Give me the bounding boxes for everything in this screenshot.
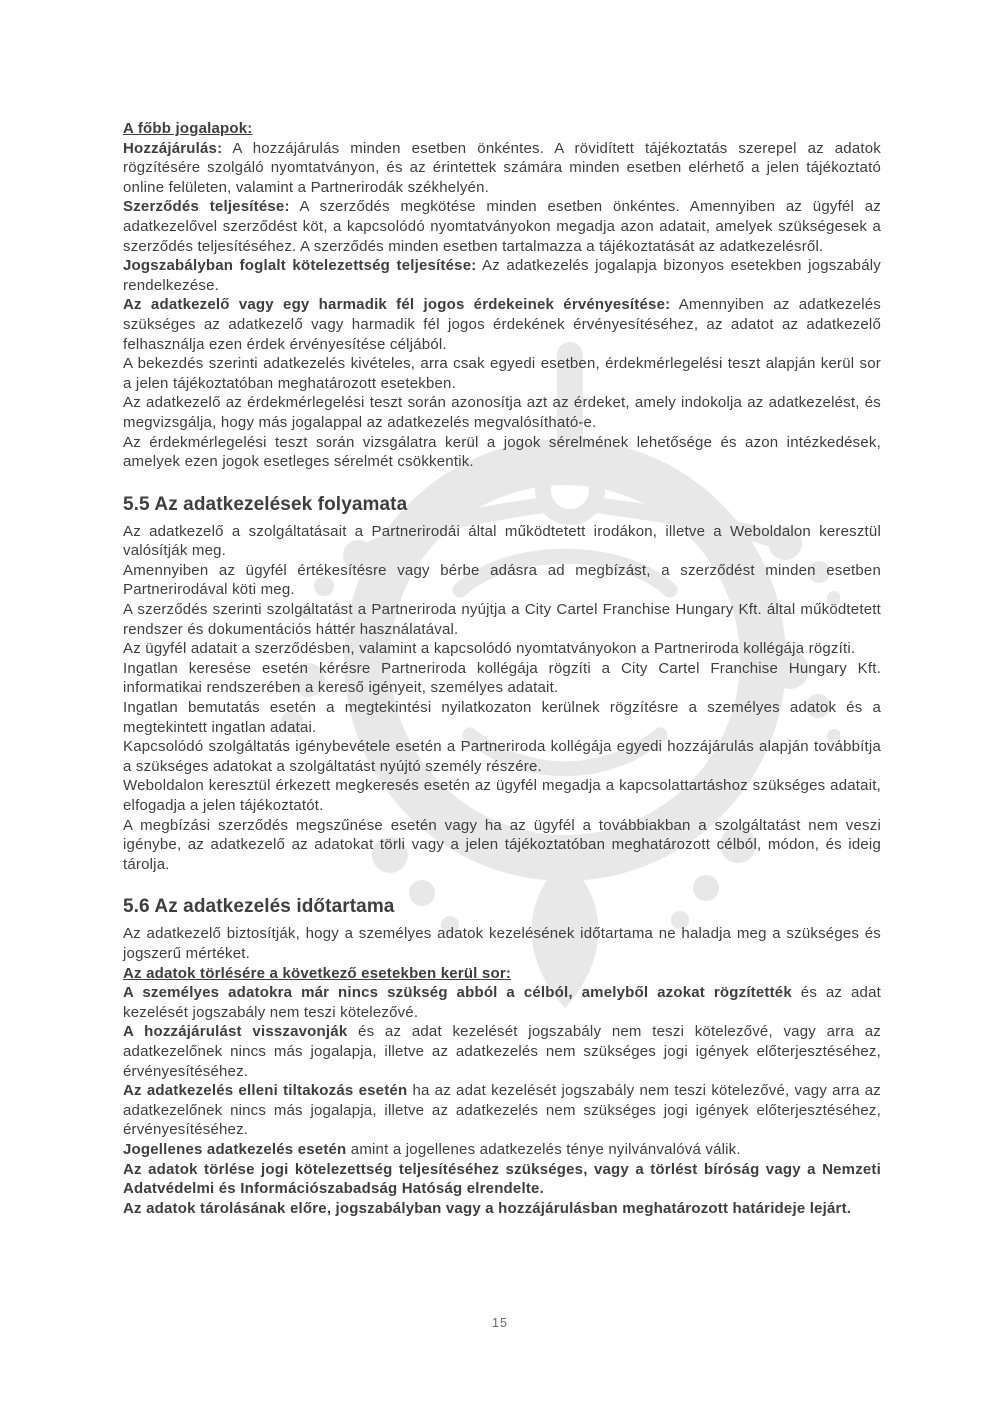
paragraph: Az ügyfél adatait a szerződésben, valamint a kapcsolódó nyomtatványokon a Partneriroda kollégája rögzíti. <box>123 640 856 658</box>
paragraph: Weboldalon keresztül érkezett megkeresés esetén az ügyfél megadja a kapcsolattartáshoz szükséges adatait, elfogadja a jelen tájékoztatót. <box>123 777 881 814</box>
paragraph: Ingatlan bemutatás esetén a megtekintési nyilatkozaton kerülnek rögzítésre a személyes adatok és a megtekintett ingatlan adatai. <box>123 699 881 736</box>
paragraph: A megbízási szerződés megszűnése esetén vagy ha az ügyfél a továbbiakban a szolgáltatást nem veszi igénybe, az adatkezelő az adatokat törli vagy a jelen tájékoztatóban meghatározott célból, módon, és ideig tárolja. <box>123 816 881 873</box>
paragraph: A szerződés szerinti szolgáltatást a Partneriroda nyújtja a City Cartel Franchise Hungary Kft. által működtetett rendszer és dokumentációs háttér használatával. <box>123 601 881 638</box>
paragraph: Az adatok tárolásának előre, jogszabályban vagy a hozzájárulásban meghatározott határideje lejárt. <box>123 1199 852 1217</box>
paragraph: A személyes adatokra már nincs szükség abból a célból, amelyből azokat rögzítették és az adat kezelését jogszabály nem teszi kötelezővé. <box>123 984 881 1021</box>
section-heading: 5.6 Az adatkezelés időtartama <box>123 896 395 918</box>
paragraph: Az adatkezelő vagy egy harmadik fél jogos érdekeinek érvényesítése: Amennyiben az adatkezelés szükséges az adatkezelő vagy harmadik fél jogos érdekének érvényesítéséhez, az adatot az adatkezelő felhasználja ezen érdek érvényesítése céljából. <box>123 296 881 353</box>
paragraph: Jogszabályban foglalt kötelezettség teljesítése: Az adatkezelés jogalapja bizonyos esetekben jogszabály rendelkezése. <box>123 257 881 294</box>
paragraph: Az adatkezelés elleni tiltakozás esetén ha az adat kezelését jogszabály nem teszi kötelezővé, vagy arra az adatkezelőnek nincs más jogalapja, illetve az adatkezelés nem szükséges jogi igények előterjesztéséhez, érvényesítéséhez. <box>123 1082 881 1139</box>
paragraph: A hozzájárulást visszavonják és az adat kezelését jogszabály nem teszi kötelezővé, vagy arra az adatkezelőnek nincs más jogalapja, illetve az adatkezelés nem szükséges jogi igények előterjesztéséhez, érvényesítéséhez. <box>123 1023 881 1080</box>
paragraph: Szerződés teljesítése: A szerződés megkötése minden esetben önkéntes. Amennyiben az ügyfél az adatkezelővel szerződést köt, a kapcsolódó nyomtatványokon megadja azon adatait, amelyek szükségesek a szerződés teljesítéséhez. A szerződés minden esetben tartalmazza a tájékoztatását az adatkezelésről. <box>123 198 881 255</box>
paragraph: Ingatlan keresése esetén kérésre Partneriroda kollégája rögzíti a City Cartel Franchise Hungary Kft. informatikai rendszerében a kereső igényeit, személyes adatait. <box>123 659 881 697</box>
paragraph: Kapcsolódó szolgáltatás igénybevétele esetén a Partneriroda kollégája egyedi hozzájárulás alapján továbbítja a szükséges adatokat a szolgáltatást nyújtó személy részére. <box>123 738 881 775</box>
underline-heading: A főbb jogalapok: <box>123 120 253 137</box>
paragraph: Az adatkezelő a szolgáltatásait a Partnerirodái által működtetett irodákon, illetve a Weboldalon keresztül valósítják meg. <box>123 522 881 560</box>
page-number: 15 <box>492 1316 508 1330</box>
paragraph: A bekezdés szerinti adatkezelés kivételes, arra csak egyedi esetben, érdekmérlegelési teszt alapján kerül sor a jelen tájékoztatóban meghatározott esetekben. <box>123 355 881 392</box>
section-heading: 5.5 Az adatkezelések folyamata <box>123 493 408 515</box>
paragraph: Az adatkezelő az érdekmérlegelési teszt során azonosítja azt az érdeket, amely indokolja az adatkezelést, és megvizsgálja, hogy más jogalappal az adatkezelés megvalósítható-e. <box>123 394 881 431</box>
paragraph: Az érdekmérlegelési teszt során vizsgálatra kerül a jogok sérelmének lehetősége és azon intézkedések, amelyek ezen jogok esetleges sérelmét csökkentik. <box>123 433 881 471</box>
paragraph: Jogellenes adatkezelés esetén amint a jogellenes adatkezelés ténye nyilvánvalóvá válik. <box>123 1140 741 1158</box>
paragraph: Hozzájárulás: A hozzájárulás minden esetben önkéntes. A rövidített tájékoztatás szerepel az adatok rögzítésére szolgáló nyomtatványon, és az érintettek számára minden esetben elérhető a jelen tájékoztató online felületen, valamint a Partnerirodák székhelyén. <box>123 139 881 196</box>
paragraph: Amennyiben az ügyfél értékesítésre vagy bérbe adásra ad megbízást, a szerződést minden esetben Partnerirodával köti meg. <box>123 561 881 599</box>
paragraph: Az adatok törlése jogi kötelezettség teljesítéséhez szükséges, vagy a törlést bíróság vagy a Nemzeti Adatvédelmi és Információszabadság Hatóság elrendelte. <box>123 1160 881 1198</box>
paragraph: Az adatkezelő biztosítják, hogy a személyes adatok kezelésének időtartama ne haladja meg a szükséges és jogszerű mértéket. <box>123 925 881 962</box>
document-content <box>123 119 881 1218</box>
underline-heading: Az adatok törlésére a következő esetekben kerül sor: <box>123 964 512 982</box>
page-footer <box>0 1314 1000 1332</box>
